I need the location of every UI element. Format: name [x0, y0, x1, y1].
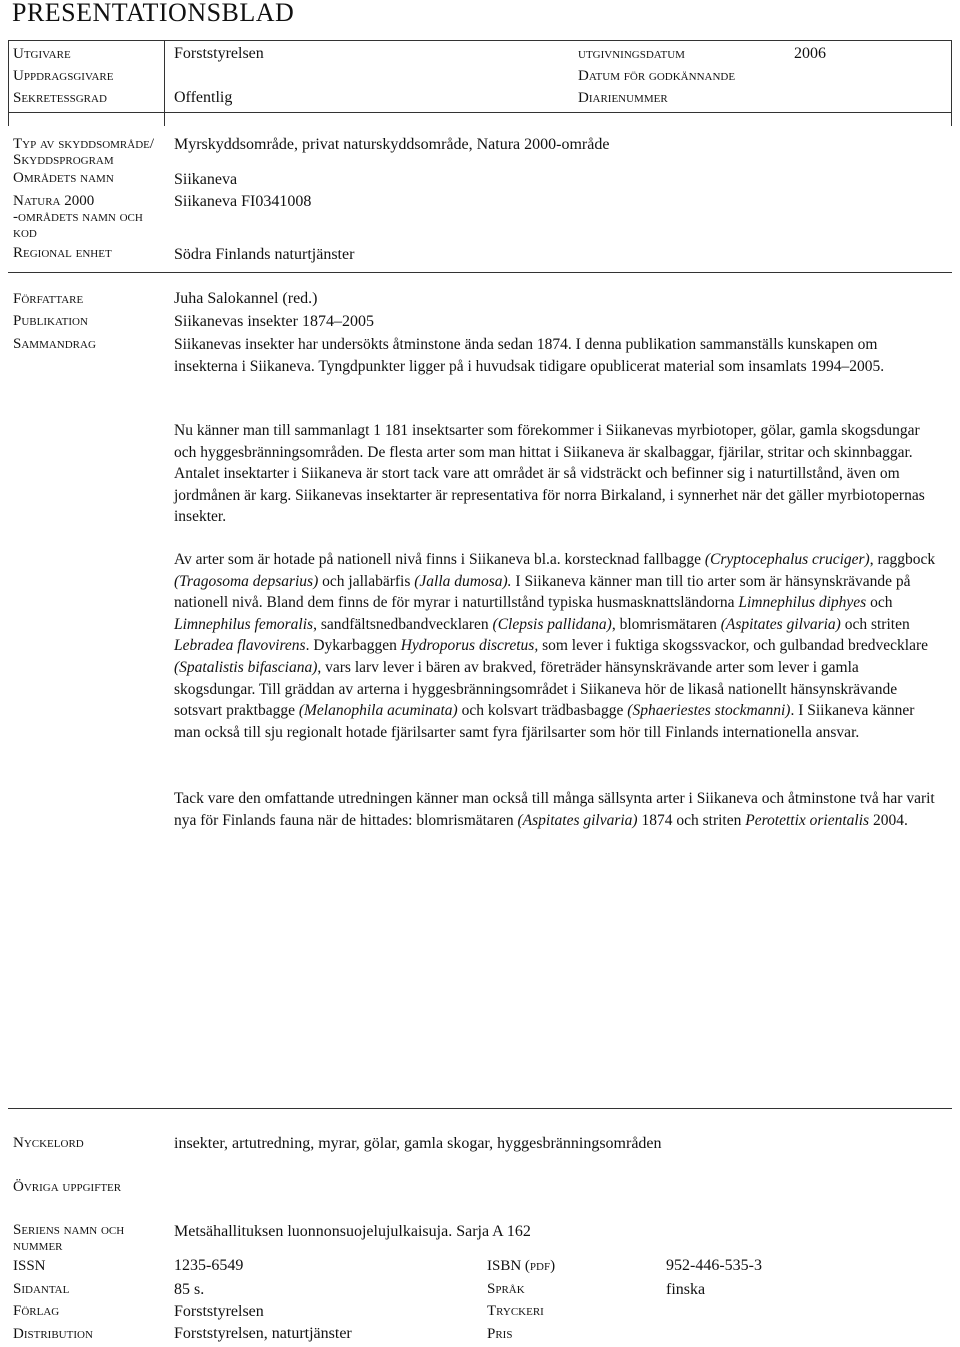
text-run: Av arter som är hotade på nationell nivå finns i Siikaneva bl.a. korstecknad fallbagge — [174, 551, 705, 568]
publikation-label: Publikation — [13, 313, 88, 329]
text-run: , blomrismätaren — [611, 615, 721, 633]
regional-enhet-label: Regional enhet — [13, 245, 112, 261]
forfattare-value: Juha Salokannel (red.) — [174, 290, 318, 307]
uppdragsgivare-label: Uppdragsgivare — [13, 68, 114, 84]
rule-footer-top — [8, 1108, 952, 1109]
ovriga-uppgifter-label: Övriga uppgifter — [13, 1179, 122, 1195]
tryckeri-label: Tryckeri — [487, 1303, 544, 1319]
sprak-value: finska — [666, 1281, 706, 1298]
species-name: (Spatalistis bifasciana) — [174, 658, 318, 676]
pris-label: Pris — [487, 1326, 513, 1342]
rule-top — [8, 40, 952, 41]
species-name: (Jalla dumosa). — [414, 572, 512, 590]
species-name: Lebradea flavovirens — [174, 637, 306, 655]
sprak-label: Språk — [487, 1281, 525, 1297]
serie-label-1: Seriens namn och — [13, 1222, 125, 1238]
omradets-namn-label: Områdets namn — [13, 170, 114, 186]
text-run: och kolsvart trädbasbagge — [457, 702, 628, 720]
rule-header-mid — [164, 40, 165, 112]
rule-header-right — [951, 40, 952, 112]
natura-value: Siikaneva FI0341008 — [174, 193, 312, 210]
regional-enhet-value: Södra Finlands naturtjänster — [174, 246, 355, 263]
serie-label-2: nummer — [13, 1238, 63, 1254]
species-name: (Clepsis pallidana) — [492, 615, 612, 633]
rule-area-left — [8, 112, 9, 126]
utgivningsdatum-value: 2006 — [794, 45, 826, 62]
rule-header-left — [8, 40, 9, 112]
sidantal-label: Sidantal — [13, 1281, 70, 1297]
species-name: (Melanophila acuminata) — [298, 702, 458, 720]
species-name: (Aspitates gilvaria) — [517, 811, 638, 829]
omradets-namn-value: Siikaneva — [174, 171, 238, 188]
forfattare-label: Författare — [13, 291, 84, 307]
isbn-label: ISBN (pdf) — [487, 1258, 556, 1274]
diarienummer-label: Diarienummer — [578, 90, 668, 106]
text-run: , vars larv lever i bären av brakved, företräder hänsynskrävande arter som lever i gamla skogsdungar. Till gräddan av arterna i hyggesbränningsområdet i Siikaneva hör de likaså nationellt hänsynskrävande sotsvart praktbagge — [174, 658, 898, 720]
issn-value: 1235-6549 — [174, 1257, 244, 1274]
forlag-value: Forststyrelsen — [174, 1303, 264, 1320]
sekretessgrad-label: Sekretessgrad — [13, 90, 107, 106]
text-run: och striten — [840, 615, 910, 633]
species-name: Hydroporus discretus, — [400, 637, 539, 655]
page-title: PRESENTATIONSBLAD — [12, 0, 295, 27]
text-run: . Dykarbaggen — [305, 637, 401, 655]
rule-area-right — [951, 112, 952, 126]
typ-value: Myrskyddsområde, privat naturskyddsområde, Natura 2000-område — [174, 136, 610, 153]
species-name: Limnephilus femoralis — [174, 615, 314, 633]
rule-header-bottom — [8, 112, 952, 113]
text-run: 1874 och striten — [637, 811, 746, 829]
species-name: Limnephilus diphyes — [738, 594, 867, 612]
natura-label-2: -områdets namn och — [13, 209, 143, 225]
sekretessgrad-value: Offentlig — [174, 89, 233, 106]
rule-area-bottom — [8, 272, 952, 273]
text-run: och jallabärfis — [318, 572, 415, 590]
species-name: (Cryptocephalus cruciger) — [704, 551, 870, 568]
datum-godkannande-label: Datum för godkännande — [578, 68, 736, 84]
species-name: (Tragosoma depsarius) — [174, 572, 319, 590]
utgivare-value: Forststyrelsen — [174, 45, 264, 62]
issn-label: ISSN — [13, 1258, 46, 1274]
species-name: (Aspitates gilvaria) — [720, 615, 841, 633]
summary-paragraph-1: Siikanevas insekter har undersökts åtminstone ända sedan 1874. I denna publikation sammanställs kunskapen om insekterna i Siikaneva. Tyngdpunkter ligger på i huvudsak tidigare opublicerat material som insamlats 1994–2005. — [174, 336, 885, 375]
summary-paragraph-3 — [174, 549, 944, 743]
text-run: och — [866, 594, 893, 612]
publikation-value: Siikanevas insekter 1874–2005 — [174, 313, 374, 330]
text-run: Tack vare den omfattande utredningen känner man också till många sällsynta arter i Siikaneva och åtminstone två har varit nya för Finlands fauna när de hittades: blomrismätaren — [174, 790, 935, 829]
species-name: (Sphaeriestes stockmanni) — [627, 702, 791, 720]
summary-paragraph-2: Nu känner man till sammanlagt 1 181 insektsarter som förekommer i Siikanevas myrbiotoper, gölar, gamla skogsdungar och hyggesbränningsområden. De flesta arter som man hittat i Siikaneva är skalbaggar, fjärilar, stritar och skinnbaggar. Antalet insektarter i Siikaneva är stort tack vare att området är så vidsträckt och befinner sig i naturtillstånd, även om jordmånen är karg. Siikanevas insektarter är representativa för norra Birkaland, i synnerhet när det gäller myrbiotopernas insekter. — [174, 422, 925, 526]
sammandrag-label: Sammandrag — [13, 336, 96, 352]
utgivare-label: Utgivare — [13, 46, 71, 62]
isbn-value: 952-446-535-3 — [666, 1257, 762, 1274]
natura-label-1: Natura 2000 — [13, 193, 95, 209]
text-run: . I Siikaneva känner man också till sju regionalt hotade fjärilsarter samt fyra fjärilsarter som hör till Finlands internationella ansvar. — [174, 702, 915, 741]
text-run: I Siikaneva känner man till tio arter som är hänsynskrävande på nationell nivå. Bland dem finns de för myrar i naturtillstånd typiska husmasknattsländorna — [174, 572, 911, 612]
rule-area-mid — [164, 112, 165, 126]
forlag-label: Förlag — [13, 1303, 60, 1319]
species-name: Perotettix orientalis — [745, 811, 870, 829]
typ-label-1: Typ av skyddsområde/ — [13, 136, 155, 152]
text-run: 2004. — [869, 811, 908, 829]
nyckelord-label: Nyckelord — [13, 1135, 84, 1151]
typ-label-2: Skyddsprogram — [13, 152, 114, 168]
distribution-label: Distribution — [13, 1326, 93, 1342]
serie-value: Metsähallituksen luonnonsuojelujulkaisuja. Sarja A 162 — [174, 1223, 531, 1240]
text-run: , raggbock — [869, 551, 936, 568]
summary-paragraph-4 — [174, 788, 944, 831]
text-run: , sandfältsnedbandvecklaren — [313, 615, 493, 633]
sidantal-value: 85 s. — [174, 1281, 205, 1298]
nyckelord-value: insekter, artutredning, myrar, gölar, gamla skogar, hyggesbränningsområden — [174, 1135, 662, 1152]
utgivningsdatum-label: utgivningsdatum — [578, 46, 685, 62]
natura-label-3: kod — [13, 225, 37, 241]
text-run: som lever i fuktiga skogssvackor, och gulbandad bredvecklare — [538, 637, 928, 655]
distribution-value: Forststyrelsen, naturtjänster — [174, 1325, 352, 1342]
